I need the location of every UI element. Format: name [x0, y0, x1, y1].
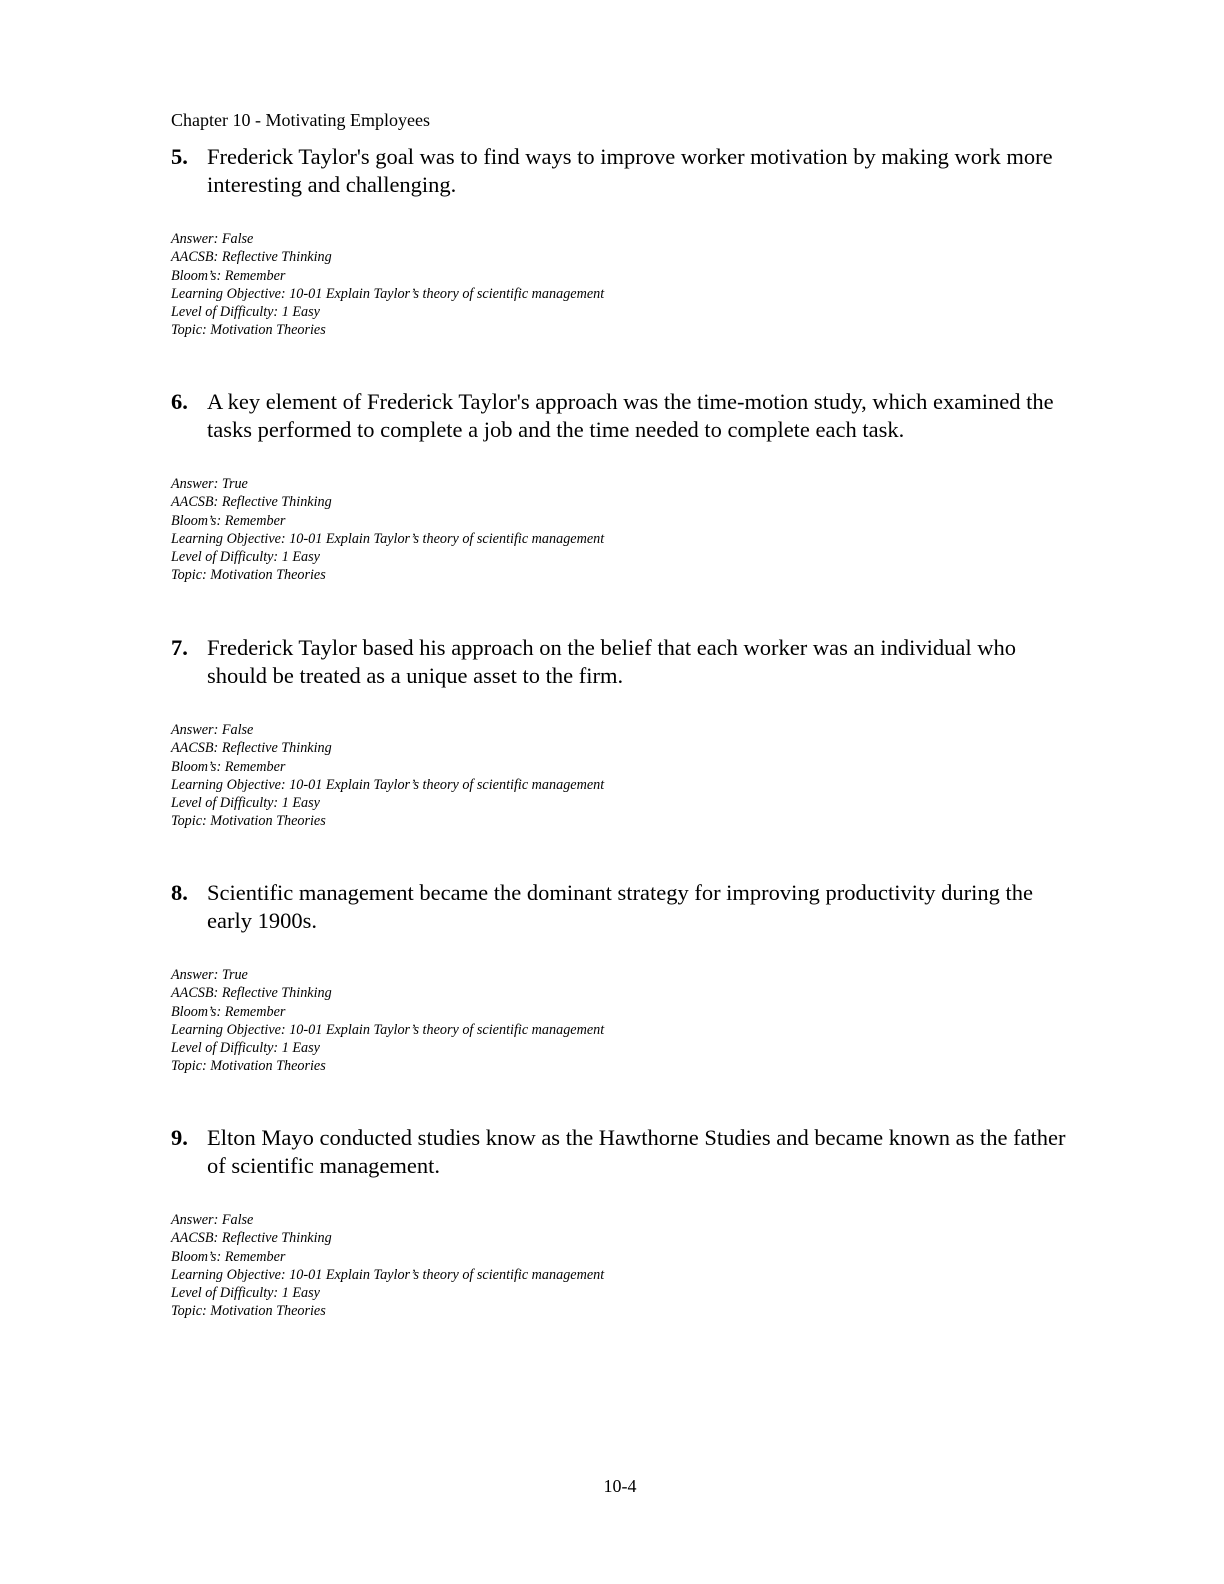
answer-line: Answer: True	[171, 476, 248, 492]
answer-metadata	[171, 1211, 1071, 1321]
topic-line: Topic: Motivation Theories	[171, 567, 326, 584]
aacsb-line: AACSB: Reflective Thinking	[171, 249, 332, 266]
topic-line: Topic: Motivation Theories	[171, 1058, 326, 1075]
question-text: Elton Mayo conducted studies know as the Hawthorne Studies and became known as the father of scientific management.	[207, 1125, 1066, 1178]
difficulty-line: Level of Difficulty: 1 Easy	[171, 549, 320, 566]
answer-line: Answer: False	[171, 722, 254, 738]
aacsb-line: AACSB: Reflective Thinking	[171, 494, 332, 511]
answer-line: Answer: False	[171, 1212, 254, 1228]
topic-line: Topic: Motivation Theories	[171, 813, 326, 830]
question-number: 9.	[171, 1125, 188, 1150]
blooms-line: Bloom’s: Remember	[171, 512, 286, 529]
learning-objective-line: Learning Objective: 10-01 Explain Taylor’s theory of scientific management	[171, 776, 605, 793]
blooms-line: Bloom’s: Remember	[171, 758, 286, 775]
question-line	[171, 634, 1071, 689]
question-line	[171, 143, 1071, 198]
answer-metadata	[171, 230, 1071, 340]
question-number: 8.	[171, 880, 188, 905]
learning-objective-line: Learning Objective: 10-01 Explain Taylor’s theory of scientific management	[171, 1021, 605, 1038]
question-number: 7.	[171, 635, 188, 660]
page-number: 10-4	[603, 1476, 637, 1496]
question-item	[171, 388, 1071, 585]
question-item	[171, 634, 1071, 831]
answer-metadata	[171, 475, 1071, 585]
question-line	[171, 879, 1071, 934]
aacsb-line: AACSB: Reflective Thinking	[171, 985, 332, 1002]
difficulty-line: Level of Difficulty: 1 Easy	[171, 1040, 320, 1057]
question-number: 6.	[171, 389, 188, 414]
topic-line: Topic: Motivation Theories	[171, 322, 326, 339]
question-item	[171, 143, 1071, 340]
difficulty-line: Level of Difficulty: 1 Easy	[171, 304, 320, 321]
question-line	[171, 1124, 1071, 1179]
question-text: Scientific management became the dominant strategy for improving productivity during the early 1900s.	[207, 880, 1034, 933]
question-line	[171, 388, 1071, 443]
learning-objective-line: Learning Objective: 10-01 Explain Taylor’s theory of scientific management	[171, 530, 605, 547]
question-item	[171, 1124, 1071, 1321]
question-text: Frederick Taylor based his approach on the belief that each worker was an individual who should be treated as a unique asset to the firm.	[207, 635, 1016, 688]
question-item	[171, 879, 1071, 1076]
learning-objective-line: Learning Objective: 10-01 Explain Taylor’s theory of scientific management	[171, 1266, 605, 1283]
answer-line: Answer: True	[171, 967, 248, 983]
page-header: Chapter 10 - Motivating Employees	[171, 110, 430, 130]
difficulty-line: Level of Difficulty: 1 Easy	[171, 795, 320, 812]
blooms-line: Bloom’s: Remember	[171, 1003, 286, 1020]
blooms-line: Bloom’s: Remember	[171, 267, 286, 284]
learning-objective-line: Learning Objective: 10-01 Explain Taylor’s theory of scientific management	[171, 285, 605, 302]
difficulty-line: Level of Difficulty: 1 Easy	[171, 1285, 320, 1302]
aacsb-line: AACSB: Reflective Thinking	[171, 740, 332, 757]
question-number: 5.	[171, 144, 188, 169]
blooms-line: Bloom’s: Remember	[171, 1248, 286, 1265]
answer-line: Answer: False	[171, 231, 254, 247]
aacsb-line: AACSB: Reflective Thinking	[171, 1230, 332, 1247]
question-text: Frederick Taylor's goal was to find ways to improve worker motivation by making work more interesting and challenging.	[207, 144, 1053, 197]
answer-metadata	[171, 721, 1071, 831]
answer-metadata	[171, 966, 1071, 1076]
question-text: A key element of Frederick Taylor's approach was the time-motion study, which examined the tasks performed to complete a job and the time needed to complete each task.	[207, 389, 1054, 442]
topic-line: Topic: Motivation Theories	[171, 1303, 326, 1320]
